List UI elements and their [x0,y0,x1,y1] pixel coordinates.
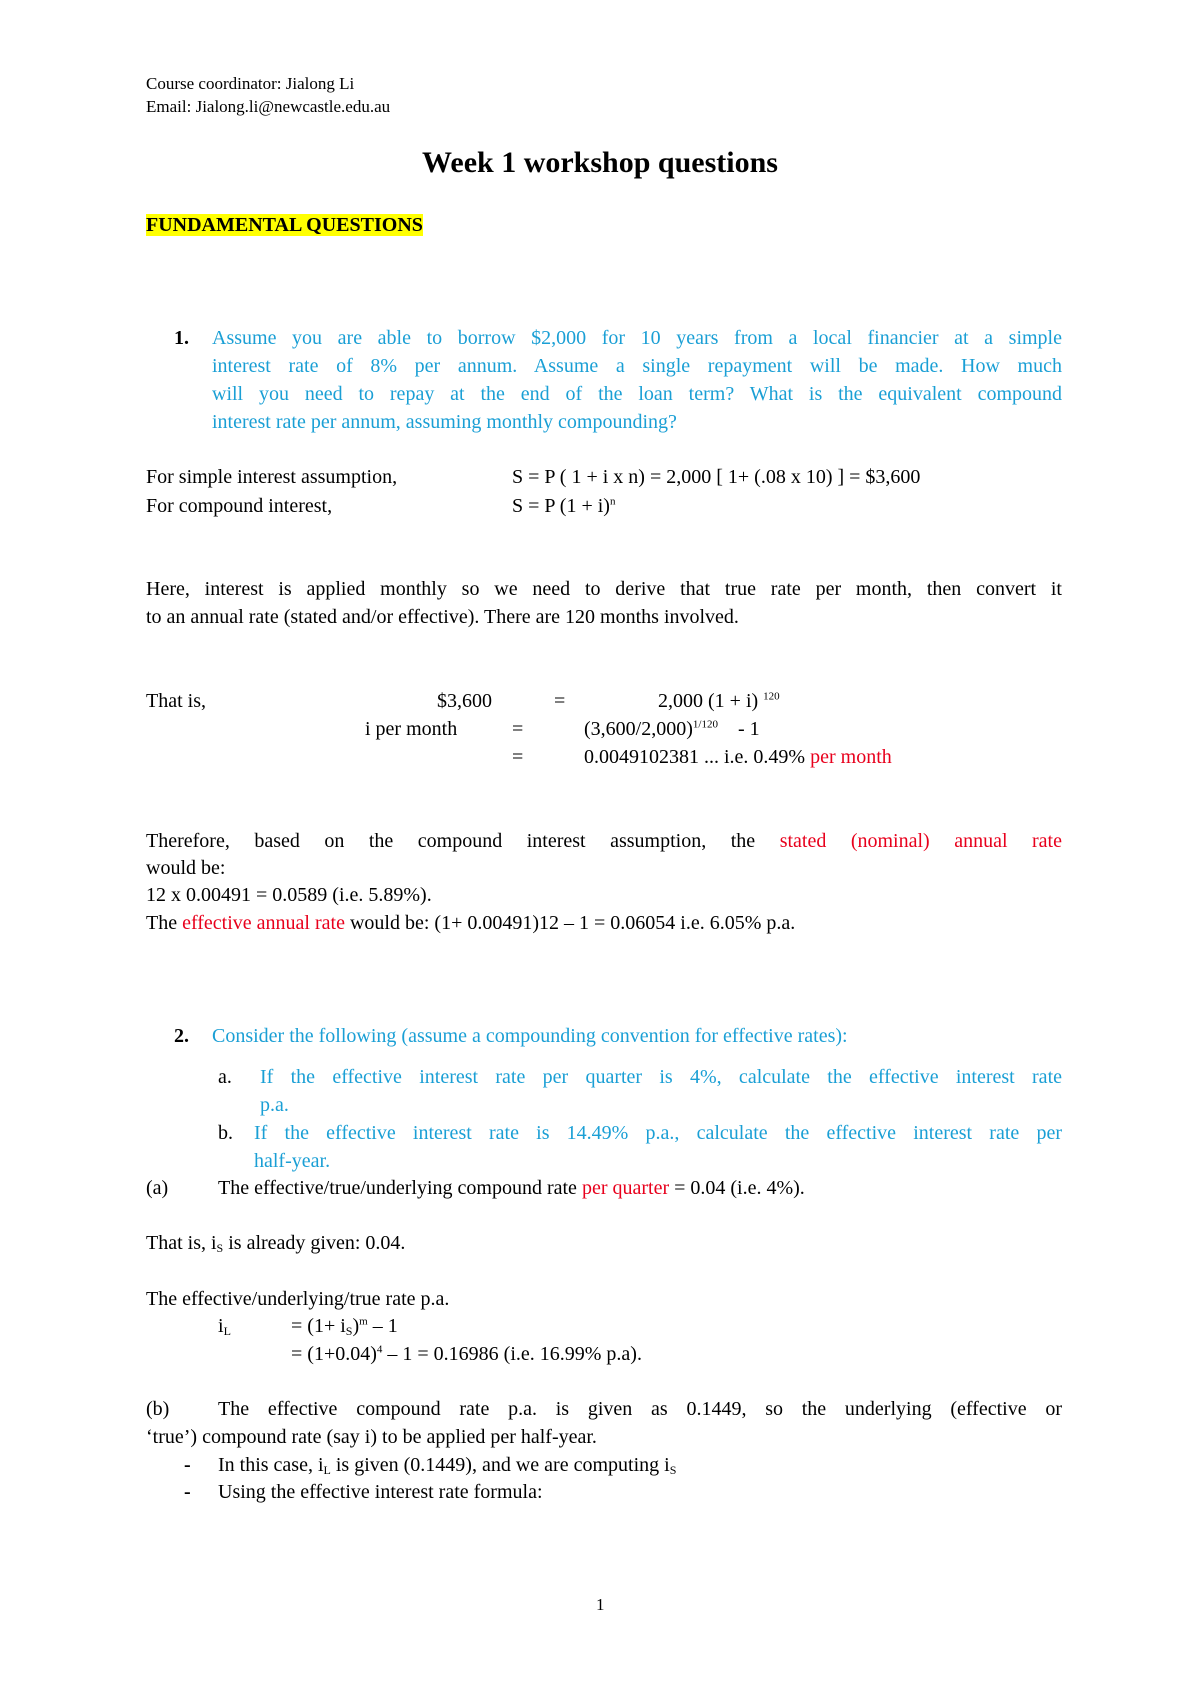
equals-1: = [554,690,566,712]
q2-b-label: b. [218,1122,233,1144]
q1-line-2: interest rate of 8% per annum. Assume a single repayment will be made. How much [212,355,1062,377]
q2-intro: Consider the following (assume a compounding convention for effective rates): [212,1025,848,1047]
therefore-line-2: would be: [146,857,226,879]
answer-b-line-2: ‘true’) compound rate (say i) to be applied per half-year. [146,1426,597,1448]
here-line-1: Here, interest is applied monthly so we need to derive that true rate per month, then convert it [146,578,1062,600]
q1-number: 1. [174,327,189,349]
coordinator-line: Course coordinator: Jialong Li [146,74,355,93]
bullet-2-marker: - [184,1481,191,1503]
q2-b-line-2: half-year. [254,1150,331,1172]
q2-a-line-2: p.a. [260,1094,289,1116]
simple-label: For simple interest assumption, [146,466,398,488]
answer-a-text: The effective/true/underlying compound rate per quarter = 0.04 (i.e. 4%). [218,1177,805,1199]
eq1-rhs: 2,000 (1 + i) $^{120}$ [658,690,780,712]
q1-line-1: Assume you are able to borrow $2,000 for 10 years from a local financier at a simple [212,327,1062,349]
formula-1: = $(1+ i_S)^m - 1$ [291,1315,398,1338]
therefore-line-1: Therefore, based on the compound interest assumption, the stated (nominal) annual rate [146,830,1062,852]
bullet-1-text: In this case, $i_L$ is given (0.1449), and we are computing $i_S$ [218,1454,677,1477]
effective-line: The effective annual rate would be: (1+ 0.00491)12 – 1 = 0.06054 i.e. 6.05% p.a. [146,912,796,934]
effective-pa-heading: The effective/underlying/true rate p.a. [146,1288,450,1310]
eq3-rhs: 0.0049102381 ... i.e. 0.49% per month [584,746,892,768]
equals-3: = [512,746,524,768]
q2-a-line-1: If the effective interest rate per quarter is 4%, calculate the effective interest rate [260,1066,1062,1088]
nominal-calc: 12 x 0.00491 = 0.0589 (i.e. 5.89%). [146,884,432,906]
formula-2: = $(1+0.04)^4 - 1 = 0.16986$ (i.e. 16.99% p.a). [291,1343,642,1365]
answer-b-line-1: The effective compound rate p.a. is given as 0.1449, so the underlying (effective or [218,1398,1062,1420]
page-number: 1 [596,1595,605,1614]
email-line: Email: Jialong.li@newcastle.edu.au [146,97,391,116]
here-line-2: to an annual rate (stated and/or effective). There are 120 months involved. [146,606,739,628]
that-is-given: That is, $i_S$ is already given: 0.04. [146,1232,406,1255]
q1-line-3: will you need to repay at the end of the loan term? What is the equivalent compound [212,383,1062,405]
page-title: Week 1 workshop questions [422,146,778,179]
that-is-label: That is, [146,690,206,712]
section-heading: FUNDAMENTAL QUESTIONS [146,214,423,236]
q1-line-4: interest rate per annum, assuming monthly compounding? [212,411,677,433]
equals-2: = [512,718,524,740]
il-symbol: $i_L$ [218,1315,231,1338]
amount: $3,600 [437,690,492,712]
compound-formula: S = P $(1 + i)^n$ [512,495,616,517]
q2-a-label: a. [218,1066,232,1088]
answer-b-label: (b) [146,1398,170,1420]
eq2-rhs: $(3,600/2,000)^{1/120}$ - 1 [584,718,760,740]
q2-number: 2. [174,1025,189,1047]
bullet-1-marker: - [184,1454,191,1476]
answer-a-label: (a) [146,1177,169,1199]
bullet-2-text: Using the effective interest rate formula: [218,1481,543,1503]
simple-formula: S = P ( 1 + i x n) = 2,000 [ 1+ (.08 x 10) ] = $3,600 [512,466,921,488]
compound-label: For compound interest, [146,495,333,517]
i-per-month-label: i per month [365,718,458,740]
q2-b-line-1: If the effective interest rate is 14.49% p.a., calculate the effective interest rate per [254,1122,1062,1144]
